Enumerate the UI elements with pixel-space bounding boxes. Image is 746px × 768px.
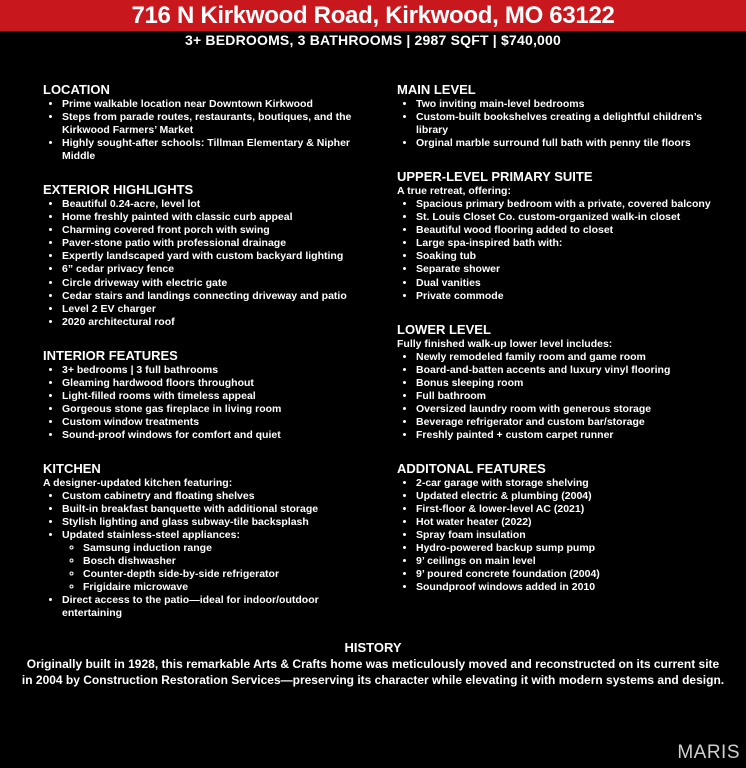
property-address: 716 N Kirkwood Road, Kirkwood, MO 63122 [131,1,615,29]
list-item: • 6” cedar privacy fence [62,263,381,276]
list-item: • Home freshly painted with classic curb appeal [62,211,381,224]
feature-list [43,364,381,442]
list-item: • Separate shower [416,263,737,276]
section-title: LOWER LEVEL [397,321,491,337]
list-item: • Highly sought-after schools: Tillman Elementary & Nipher Middle [62,137,381,163]
feature-list [43,98,381,163]
feature-list [397,351,737,442]
feature-list [43,198,381,328]
list-item: • Gorgeous stone gas fireplace in living room [62,403,381,416]
list-item: • Hydro-powered backup sump pump [416,542,737,555]
list-item: • Circle driveway with electric gate [62,277,381,290]
list-item: • Oversized laundry room with generous storage [416,403,737,416]
list-item: • Updated electric & plumbing (2004) [416,490,737,503]
list-item: • 9’ ceilings on main level [416,555,737,568]
feature-list [397,98,737,150]
list-item: • Sound-proof windows for comfort and quiet [62,429,381,442]
section-title: MAIN LEVEL [397,82,476,97]
appliance-list [62,542,381,594]
list-item: • 9’ poured concrete foundation (2004) [416,568,737,581]
section-intro: A true retreat, offering: [397,185,511,198]
list-item: • Steps from parade routes, restaurants, boutiques, and the Kirkwood Farmers’ Market [62,111,381,137]
list-item: • Prime walkable location near Downtown Kirkwood [62,98,381,111]
list-item: • Spacious primary bedroom with a private, covered balcony [416,198,737,211]
list-item: • Gleaming hardwood floors throughout [62,377,381,390]
feature-list [397,198,737,302]
list-item: ◦ Bosch dishwasher [83,555,381,568]
kitchen-section [43,461,381,621]
list-item: ◦ Counter-depth side-by-side refrigerator [83,568,381,581]
list-item: • Newly remodeled family room and game room [416,351,737,364]
list-item: • Soundproof windows added in 2010 [416,581,737,594]
list-item: • 2-car garage with storage shelving [416,477,737,490]
list-item: • Direct access to the patio—ideal for indoor/outdoor entertaining [62,594,381,620]
list-item: • Beverage refrigerator and custom bar/storage [416,416,737,429]
section-intro: A designer-updated kitchen featuring: [43,476,233,489]
list-item: • Cedar stairs and landings connecting driveway and patio [62,290,381,303]
section-title: KITCHEN [43,460,101,476]
section-title: UPPER-LEVEL PRIMARY SUITE [397,169,593,185]
list-item: • Hot water heater (2022) [416,516,737,529]
list-item: • Board-and-batten accents and luxury vinyl flooring [416,364,737,377]
additional-features-section [397,461,737,594]
list-item: • Private commode [416,290,737,303]
list-item: • Two inviting main-level bedrooms [416,98,737,111]
list-item: • Custom window treatments [62,416,381,429]
list-item: • Large spa-inspired bath with: [416,237,737,250]
section-title: ADDITONAL FEATURES [397,460,546,476]
list-item: • Spray foam insulation [416,529,737,542]
list-item: • Beautiful wood flooring added to closet [416,224,737,237]
section-title: LOCATION [43,82,110,97]
location-section [43,82,381,163]
section-title: EXTERIOR HIGHLIGHTS [43,182,194,198]
upper-level-section [397,169,737,302]
list-item: • Full bathroom [416,390,737,403]
left-column [43,82,381,640]
list-item: • St. Louis Closet Co. custom-organized walk-in closet [416,211,737,224]
list-item: • First-floor & lower-level AC (2021) [416,503,737,516]
list-item: • Built-in breakfast banquette with additional storage [62,503,381,516]
exterior-section [43,182,381,328]
list-item: • Dual vanities [416,277,737,290]
list-item: ◦ Frigidaire microwave [83,581,381,594]
history-title: HISTORY [344,640,402,655]
interior-section [43,348,381,442]
list-item: • Soaking tub [416,250,737,263]
maris-watermark: MARIS [677,742,740,763]
list-item: • Paver-stone patio with professional drainage [62,237,381,250]
list-item: • Orginal marble surround full bath with penny tile floors [416,137,737,150]
feature-list [397,477,737,594]
list-item: ◦ Samsung induction range [83,542,381,555]
history-text: Originally built in 1928, this remarkable Arts & Crafts home was meticulously moved and reconstructed on its current site in 2004 by Construction Restoration Services—preserving its character while elevating it with modern systems and design. [21,657,725,688]
list-item: • Freshly painted + custom carpet runner [416,429,737,442]
list-item: • Beautiful 0.24-acre, level lot [62,198,381,211]
address-banner [0,0,746,31]
section-title: INTERIOR FEATURES [43,347,178,363]
list-item: • Light-filled rooms with timeless appeal [62,390,381,403]
list-item: • 3+ bedrooms | 3 full bathrooms [62,364,381,377]
list-item: • Stylish lighting and glass subway-tile backsplash [62,516,381,529]
list-item: • Custom cabinetry and floating shelves [62,490,381,503]
list-item: • Bonus sleeping room [416,377,737,390]
list-item [62,529,381,594]
lower-level-section [397,322,737,442]
list-item: • Expertly landscaped yard with custom backyard lighting [62,250,381,263]
feature-list [43,490,381,620]
list-item: • 2020 architectural roof [62,316,381,329]
section-intro: Fully finished walk-up lower level includes: [397,337,613,350]
history-section [20,639,726,688]
right-column [397,82,737,613]
list-item: • Charming covered front porch with swing [62,224,381,237]
property-summary: 3+ BEDROOMS, 3 BATHROOMS | 2987 SQFT | $740,000 [184,32,562,48]
main-level-section [397,82,737,150]
list-item: • Level 2 EV charger [62,303,381,316]
list-item: • Custom-built bookshelves creating a delightful children’s library [416,111,737,137]
list-item-label: Updated stainless-steel appliances: [62,529,240,542]
